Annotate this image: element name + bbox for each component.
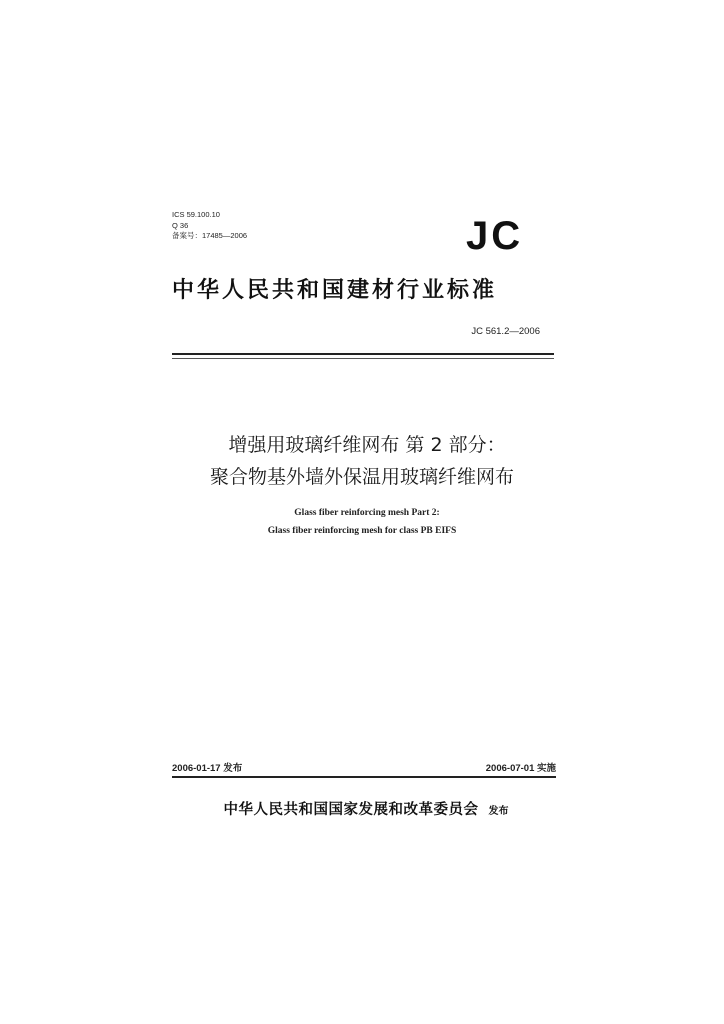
effective-date: 2006-07-01 实施 <box>485 763 556 774</box>
publisher-line <box>0 798 724 819</box>
class-code: Q 36 <box>172 220 189 230</box>
header-divider <box>172 353 554 355</box>
header-divider-thin <box>172 358 554 359</box>
footer-divider <box>172 776 556 778</box>
title-zh-line2: 聚合物基外墙外保温用玻璃纤维网布 <box>209 466 514 488</box>
jc-logo: JC <box>466 214 524 258</box>
publisher-name: 中华人民共和国国家发展和改革委员会 <box>223 802 479 818</box>
publisher-action: 发布 <box>488 806 509 817</box>
filing-number: 备案号：17485—2006 <box>172 231 248 240</box>
ics-code: ICS 59.100.10 <box>172 210 220 219</box>
title-en-line1: Glass fiber reinforcing mesh Part 2: <box>294 508 440 518</box>
standard-number: JC 561.2—2006 <box>471 326 540 337</box>
standard-category-title: 中华人民共和国建材行业标准 <box>172 278 498 303</box>
classification-block <box>172 210 247 242</box>
title-zh-line1: 增强用玻璃纤维网布 第 2 部分： <box>228 434 506 456</box>
issue-date: 2006-01-17 发布 <box>172 763 243 774</box>
title-en-line2: Glass fiber reinforcing mesh for class PB EIFS <box>267 526 457 536</box>
